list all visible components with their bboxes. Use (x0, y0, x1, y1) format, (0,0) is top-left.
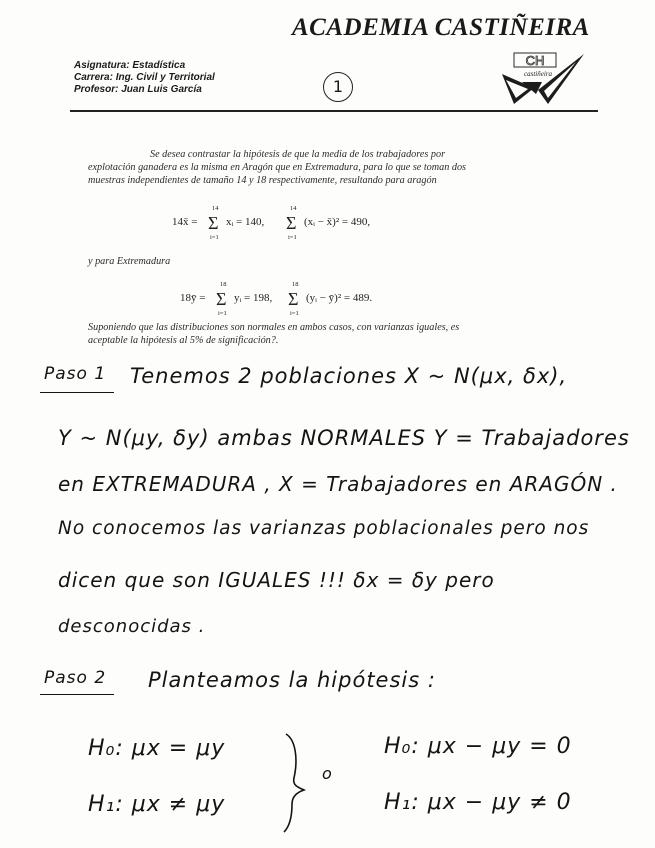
aragon-formula (168, 200, 408, 242)
hypothesis-brace (280, 730, 314, 834)
step1-line-2: Y ~ N(μy, δy) ambas NORMALES Y = Trabajadores (58, 426, 630, 450)
svg-text:Σ: Σ (216, 289, 227, 309)
svg-text:14x̄ =: 14x̄ = (172, 216, 198, 228)
logo-caption: castiñeira (524, 70, 552, 78)
h0-right: H₀: μx − μy = 0 (384, 734, 572, 759)
svg-text:yᵢ = 198,: yᵢ = 198, (234, 292, 273, 304)
page-number: 1 (323, 72, 353, 102)
career-line: Carrera: Ing. Civil y Territorial (74, 72, 215, 83)
svg-text:Σ: Σ (288, 289, 299, 309)
problem-question: Suponiendo que las distribuciones son normales en ambos casos, con varianzas iguales, es aceptable la hipótesis al 5% de significación?. (88, 322, 460, 346)
extremadura-intro: y para Extremadura (88, 256, 171, 267)
institution-title: ACADEMIA CASTIÑEIRA (292, 14, 590, 41)
svg-text:18ȳ =: 18ȳ = (180, 292, 206, 304)
svg-text:(xᵢ − x̄)² = 490,: (xᵢ − x̄)² = 490, (304, 216, 371, 228)
svg-text:i=1: i=1 (290, 310, 299, 317)
step1-line-3: en EXTREMADURA , X = Trabajadores en ARAGÓN . (58, 472, 618, 496)
step1-line-5: dicen que son IGUALES !!! δx = δy pero (58, 568, 495, 592)
svg-text:i=1: i=1 (288, 234, 297, 241)
extremadura-equation (176, 276, 416, 321)
svg-text:18: 18 (220, 281, 227, 288)
step2-intro: Planteamos la hipótesis : (148, 668, 436, 692)
step1-line-4: No conocemos las varianzas poblacionales pero nos (58, 518, 590, 539)
academy-logo (500, 48, 586, 106)
professor-line: Profesor: Juan Luis García (74, 84, 202, 95)
extremadura-formula (176, 276, 416, 318)
svg-text:14: 14 (290, 205, 297, 212)
connector-o: o (322, 764, 333, 783)
svg-text:18: 18 (292, 281, 299, 288)
svg-text:(yᵢ − ȳ)² = 489.: (yᵢ − ȳ)² = 489. (306, 292, 373, 304)
svg-text:Σ: Σ (286, 213, 297, 233)
step1-underline (40, 392, 114, 393)
svg-text:Σ: Σ (208, 213, 219, 233)
step1-line-1: Tenemos 2 poblaciones X ~ N(μx, δx), (130, 364, 568, 388)
logo-monogram: CH (525, 53, 545, 68)
svg-text:i=1: i=1 (218, 310, 227, 317)
step1-line-6: desconocidas . (58, 616, 206, 637)
svg-text:xᵢ = 140,: xᵢ = 140, (226, 216, 265, 228)
h0-left: H₀: μx = μy (88, 736, 226, 761)
problem-statement: Se desea contrastar la hipótesis de que la media de los trabajadores por explotación ganadera es la misma en Aragón que en Extremadura, para lo que se toman dos muestras independientes de tamaño 14 y 18 respectivamente, resultando para aragón (88, 149, 467, 186)
step1-label: Paso 1 (44, 364, 107, 384)
header-rule (70, 110, 598, 112)
svg-text:i=1: i=1 (210, 234, 219, 241)
h1-right: H₁: μx − μy ≠ 0 (384, 790, 572, 815)
h1-left: H₁: μx ≠ μy (88, 792, 226, 817)
step2-underline (40, 694, 114, 695)
step2-label: Paso 2 (44, 668, 107, 688)
aragon-equation (168, 200, 408, 245)
subject-line: Asignatura: Estadística (74, 60, 186, 71)
svg-text:14: 14 (212, 205, 219, 212)
